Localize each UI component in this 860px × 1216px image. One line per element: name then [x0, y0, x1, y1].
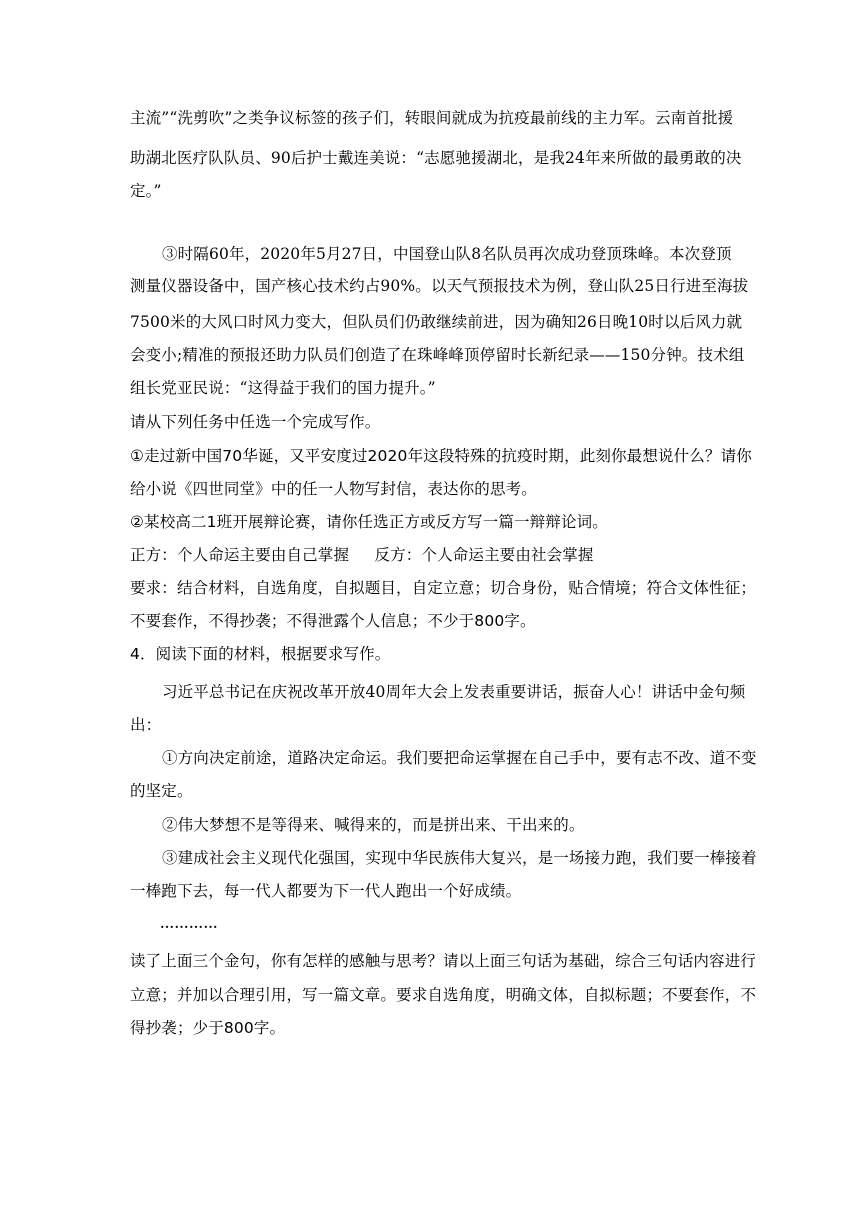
material-paragraph-3-line: 会变小;精准的预报还助力队员们创造了在珠峰峰顶停留时长新纪录——150分钟。技术组	[130, 346, 745, 364]
task-option-1-line: 给小说《四世同堂》中的任一人物写封信，表达你的思考。	[130, 480, 537, 498]
task-option-2: ②某校高二1班开展辩论赛，请你任选正方或反方写一篇一辩辩论词。	[130, 513, 608, 531]
material-line: 主流”“洗剪吹”之类争议标签的孩子们，转眼间就成为抗疫最前线的主力军。云南首批援	[130, 109, 734, 127]
writing-prompt-line: 读了上面三个金句，你有怎样的感触与思考？请以上面三句话为基础，综合三句话内容进行	[130, 952, 757, 970]
quote-3-line: 一棒跑下去，每一代人都要为下一代人跑出一个好成绩。	[130, 882, 522, 900]
material-paragraph-3-line: 测量仪器设备中，国产核心技术约占90%。以天气预报技术为例，登山队25日行进至海拔	[130, 277, 749, 295]
task-requirement-line: 不要套作，不得抄袭；不得泄露个人信息；不少于800字。	[130, 612, 536, 630]
quote-2: ②伟大梦想不是等得来、喊得来的，而是拼出来、干出来的。	[162, 816, 585, 834]
quote-1-line: 的坚定。	[130, 782, 193, 800]
task-option-1-line: ①走过新中国70华诞，又平安度过2020年这段特殊的抗疫时期，此刻你最想说什么？请你	[130, 447, 752, 465]
material-paragraph-3-line: 组长党亚民说：“这得益于我们的国力提升。”	[130, 379, 436, 397]
material-intro-line: 习近平总书记在庆祝改革开放40周年大会上发表重要讲话，振奋人心！讲话中金句频	[162, 683, 746, 701]
writing-prompt-line: 立意；并加以合理引用，写一篇文章。要求自选角度，明确文体，自拟标题；不要套作，不	[130, 986, 757, 1004]
quote-1-line: ①方向决定前途，道路决定命运。我们要把命运掌握在自己手中，要有志不改、道不变	[162, 749, 757, 767]
writing-prompt-line: 得抄袭；少于800字。	[130, 1019, 286, 1037]
material-paragraph-3-line: 7500米的大风口时风力变大，但队员们仍敢继续前进，因为确知26日晚10时以后风力就	[130, 313, 743, 331]
ellipsis: …………	[160, 917, 218, 932]
material-line: 定。”	[130, 182, 162, 200]
debate-sides: 正方：个人命运主要由自己掌握 反方：个人命运主要由社会掌握	[130, 546, 594, 564]
material-paragraph-3-line: ③时隔60年，2020年5月27日，中国登山队8名队员再次成功登顶珠峰。本次登顶	[162, 245, 732, 263]
quote-3-line: ③建成社会主义现代化强国，实现中华民族伟大复兴，是一场接力跑，我们要一棒接着	[162, 849, 757, 867]
material-intro-line: 出：	[130, 716, 162, 734]
task-intro: 请从下列任务中任选一个完成写作。	[130, 413, 381, 431]
task-requirement-line: 要求：结合材料，自选角度，自拟题目，自定立意；切合身份，贴合情境；符合文体性征；	[130, 579, 757, 597]
question-4-title: 4．阅读下面的材料，根据要求写作。	[130, 645, 391, 663]
material-line: 助湖北医疗队队员、90后护士戴连美说：“志愿驰援湖北，是我24年来所做的最勇敢的决	[130, 149, 742, 167]
